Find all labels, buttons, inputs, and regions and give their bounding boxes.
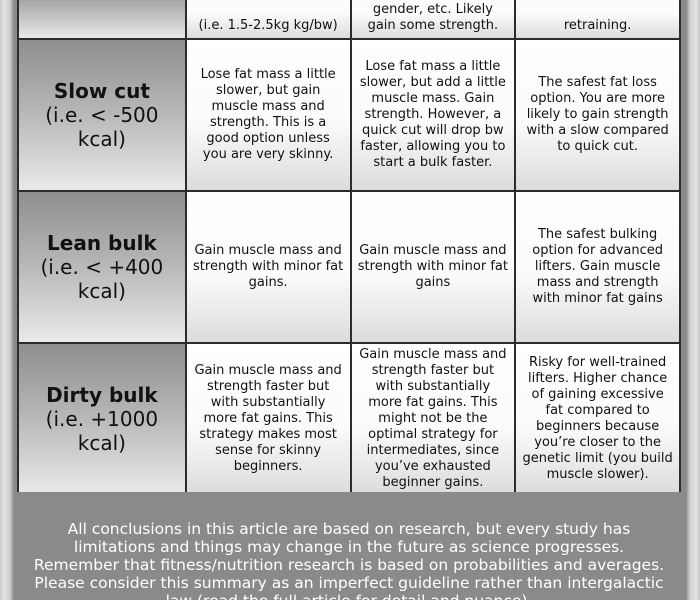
table-row [19,0,679,38]
table-cell: The safest bulking option for advanced lifters. Gain muscle mass and strength with minor fat gains [514,192,679,342]
table-cell: retraining. [514,0,679,38]
table-cell: Gain muscle mass and strength faster but with substantially more fat gains. This strategy makes most sense for skinny beginners. [185,344,350,494]
table-cell: Gain muscle mass and strength with minor fat gains. [185,192,350,342]
table-cell: The safest fat loss option. You are more likely to gain strength with a slow compared to quick cut. [514,40,679,190]
table-cell: Lose fat mass a little slower, but gain muscle mass and strength. This is a good option unless you are very skinny. [185,40,350,190]
table-row [19,38,679,190]
comparison-table [17,0,681,496]
row-header-cell [19,344,185,494]
row-header-title: Dirty bulk [46,383,158,407]
row-header-title: Lean bulk [47,231,157,255]
table-cell: Lose fat mass a little slower, but add a little muscle mass. Gain strength. However, a quick cut will drop bw faster, allowing you to start a bulk faster. [350,40,515,190]
row-header-cell [19,0,185,38]
table-cell: Risky for well-trained lifters. Higher chance of gaining excessive fat compared to beginners because you’re closer to the genetic limit (you build muscle slower). [514,344,679,494]
row-header-title: Slow cut [53,79,150,103]
row-header-cell [19,192,185,342]
table-cell: (i.e. 1.5-2.5kg kg/bw) [185,0,350,38]
row-header-subtitle: (i.e. +1000 kcal) [45,407,159,455]
table-row [19,190,679,342]
table-cell: Gain muscle mass and strength with minor fat gains [350,192,515,342]
row-header-subtitle: (i.e. < -500 kcal) [45,103,159,151]
table-cell: Gain muscle mass and strength faster but with substantially more fat gains. This might not be the optimal strategy for intermediates, since you’ve exhausted beginner gains. [350,344,515,494]
table-row [19,342,679,494]
row-header-subtitle: (i.e. < +400 kcal) [40,255,164,303]
row-header-cell [19,40,185,190]
disclaimer-text: All conclusions in this article are based on research, but every study has limitations and things may change in the future as science progresses. Remember that fitness/nutrition research is based on probabilities and averages. Please consider this summary as an imperfect guideline rather than intergalactic law (read the full article for detail and nuance). [17,492,681,600]
table-cell: gender, etc. Likely gain some strength. [350,0,515,38]
